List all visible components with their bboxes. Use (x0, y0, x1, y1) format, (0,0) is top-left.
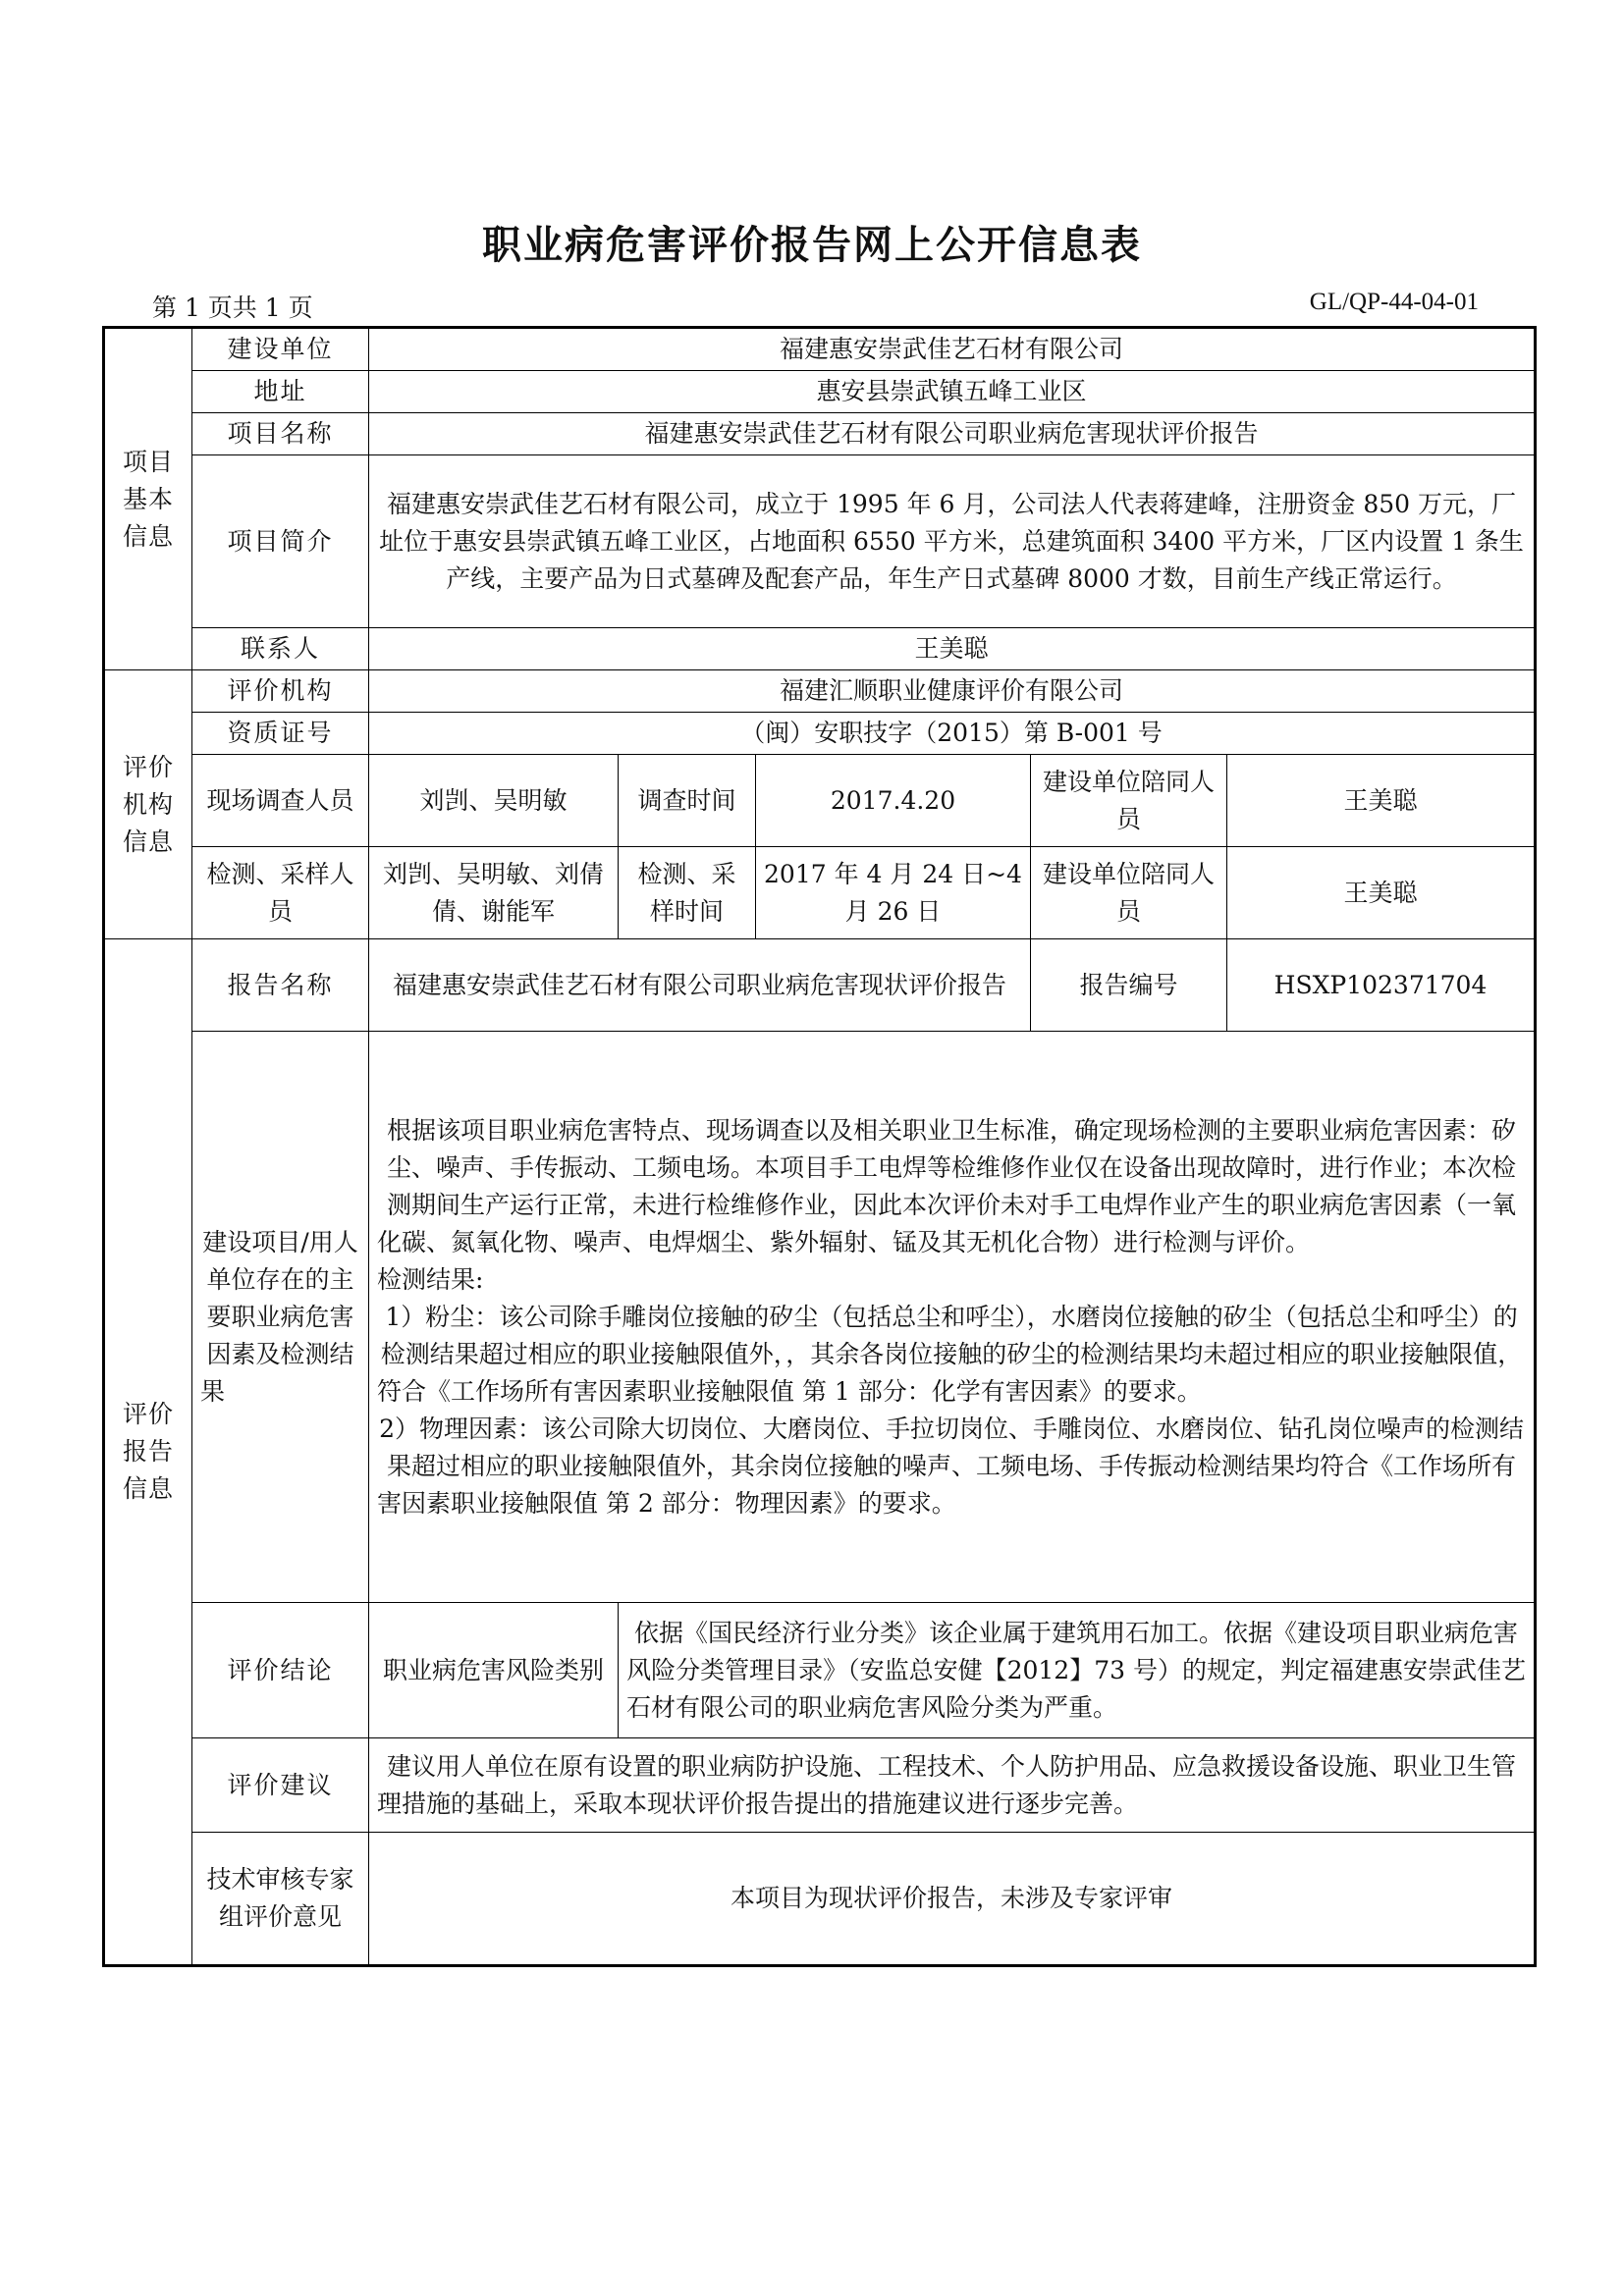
row-builder (104, 328, 1536, 371)
expert-opinion-value: 本项目为现状评价报告，未涉及专家评审 (369, 1833, 1536, 1966)
risk-category-value: 依据《国民经济行业分类》该企业属于建筑用石加工。依据《建设项目职业病危害风险分类管理目录》（安监总安健【2012】73 号）的规定，判定福建惠安崇武佳艺石材有限公司的职业病危害风险分类为严重。 (619, 1603, 1536, 1738)
sampling-staff-label: 检测、采样人员 (192, 847, 369, 939)
conclusion-label: 评价结论 (192, 1603, 369, 1738)
project-intro-label: 项目简介 (192, 455, 369, 628)
sampling-accompany-value: 王美聪 (1227, 847, 1536, 939)
cert-value: （闽）安职技字（2015）第 B-001 号 (369, 713, 1536, 755)
report-number-value: HSXP102371704 (1227, 939, 1536, 1032)
eval-org-label: 评价机构 (192, 670, 369, 713)
address-label: 地址 (192, 371, 369, 413)
report-name-value: 福建惠安崇武佳艺石材有限公司职业病危害现状评价报告 (369, 939, 1031, 1032)
hazards-result-dust: 1）粉尘：该公司除手雕岗位接触的矽尘（包括总尘和呼尘），水磨岗位接触的矽尘（包括总尘和呼尘）的检测结果超过相应的职业接触限值外，，其余各岗位接触的矽尘的检测结果均未超过相应的职业接触限值，符合《工作场所有害因素职业接触限值 第 1 部分：化学有害因素》的要求。 (377, 1302, 1523, 1406)
row-address (104, 371, 1536, 413)
survey-time-value: 2017.4.20 (756, 755, 1031, 847)
page-number-info: 第 1 页共 1 页 (152, 294, 313, 322)
row-report-name (104, 939, 1536, 1032)
sampling-time-value: 2017 年 4 月 24 日~4 月 26 日 (756, 847, 1031, 939)
sampling-accompany-label: 建设单位陪同人员 (1031, 847, 1227, 939)
project-name-label: 项目名称 (192, 413, 369, 455)
disclosure-table (102, 326, 1537, 1967)
survey-staff-value: 刘剀、吴明敏 (369, 755, 619, 847)
row-conclusion (104, 1603, 1536, 1738)
hazards-results-heading: 检测结果: (377, 1264, 484, 1294)
hazards-value (369, 1032, 1536, 1603)
section-eval-org-label: 评价机构信息 (104, 670, 192, 939)
survey-staff-label: 现场调查人员 (192, 755, 369, 847)
survey-accompany-label: 建设单位陪同人员 (1031, 755, 1227, 847)
report-name-label: 报告名称 (192, 939, 369, 1032)
builder-label: 建设单位 (192, 328, 369, 371)
expert-opinion-label: 技术审核专家组评价意见 (192, 1833, 369, 1966)
page-title: 职业病危害评价报告网上公开信息表 (482, 223, 1142, 268)
suggestion-value: 建议用人单位在原有设置的职业病防护设施、工程技术、个人防护用品、应急救援设备设施、职业卫生管理措施的基础上，采取本现状评价报告提出的措施建议进行逐步完善。 (369, 1738, 1536, 1833)
sampling-time-label: 检测、采样时间 (619, 847, 756, 939)
project-intro-value: 福建惠安崇武佳艺石材有限公司，成立于 1995 年 6 月，公司法人代表蒋建峰，注册资金 850 万元，厂址位于惠安县崇武镇五峰工业区，占地面积 6550 平方米，总建筑面积 3400 平方米，厂区内设置 1 条生产线，主要产品为日式墓碑及配套产品，年生产日式墓碑 8000 才数，目前生产线正常运行。 (369, 455, 1536, 628)
row-suggestion (104, 1738, 1536, 1833)
row-sampling (104, 847, 1536, 939)
sampling-staff-value: 刘剀、吴明敏、刘倩倩、谢能军 (369, 847, 619, 939)
section-project-basic-label: 项目基本信息 (104, 328, 192, 670)
row-project-name (104, 413, 1536, 455)
hazards-label: 建设项目/用人单位存在的主要职业病危害因素及检测结果 (192, 1032, 369, 1603)
suggestion-label: 评价建议 (192, 1738, 369, 1833)
contact-value: 王美聪 (369, 628, 1536, 670)
cert-label: 资质证号 (192, 713, 369, 755)
survey-time-label: 调查时间 (619, 755, 756, 847)
survey-accompany-value: 王美聪 (1227, 755, 1536, 847)
row-cert (104, 713, 1536, 755)
hazards-paragraph-intro: 根据该项目职业病危害特点、现场调查以及相关职业卫生标准，确定现场检测的主要职业病危害因素：矽尘、噪声、手传振动、工频电场。本项目手工电焊等检维修作业仅在设备出现故障时，进行作业；本次检测期间生产运行正常，未进行检维修作业，因此本次评价未对手工电焊作业产生的职业病危害因素（一氧化碳、氮氧化物、噪声、电焊烟尘、紫外辐射、锰及其无机化合物）进行检测与评价。 (377, 1115, 1517, 1256)
row-hazards (104, 1032, 1536, 1603)
eval-org-value: 福建汇顺职业健康评价有限公司 (369, 670, 1536, 713)
builder-value: 福建惠安崇武佳艺石材有限公司 (369, 328, 1536, 371)
address-value: 惠安县崇武镇五峰工业区 (369, 371, 1536, 413)
section-eval-report-label: 评价报告信息 (104, 939, 192, 1966)
row-survey (104, 755, 1536, 847)
row-contact (104, 628, 1536, 670)
contact-label: 联系人 (192, 628, 369, 670)
row-eval-org (104, 670, 1536, 713)
form-code: GL/QP-44-04-01 (1309, 289, 1479, 315)
project-name-value: 福建惠安崇武佳艺石材有限公司职业病危害现状评价报告 (369, 413, 1536, 455)
risk-category-label: 职业病危害风险类别 (369, 1603, 619, 1738)
report-number-label: 报告编号 (1031, 939, 1227, 1032)
row-expert (104, 1833, 1536, 1966)
hazards-result-physical: 2）物理因素：该公司除大切岗位、大磨岗位、手拉切岗位、手雕岗位、水磨岗位、钻孔岗位噪声的检测结果超过相应的职业接触限值外，其余岗位接触的噪声、工频电场、手传振动检测结果均符合《工作场所有害因素职业接触限值 第 2 部分：物理因素》的要求。 (377, 1414, 1524, 1518)
row-project-intro (104, 455, 1536, 628)
